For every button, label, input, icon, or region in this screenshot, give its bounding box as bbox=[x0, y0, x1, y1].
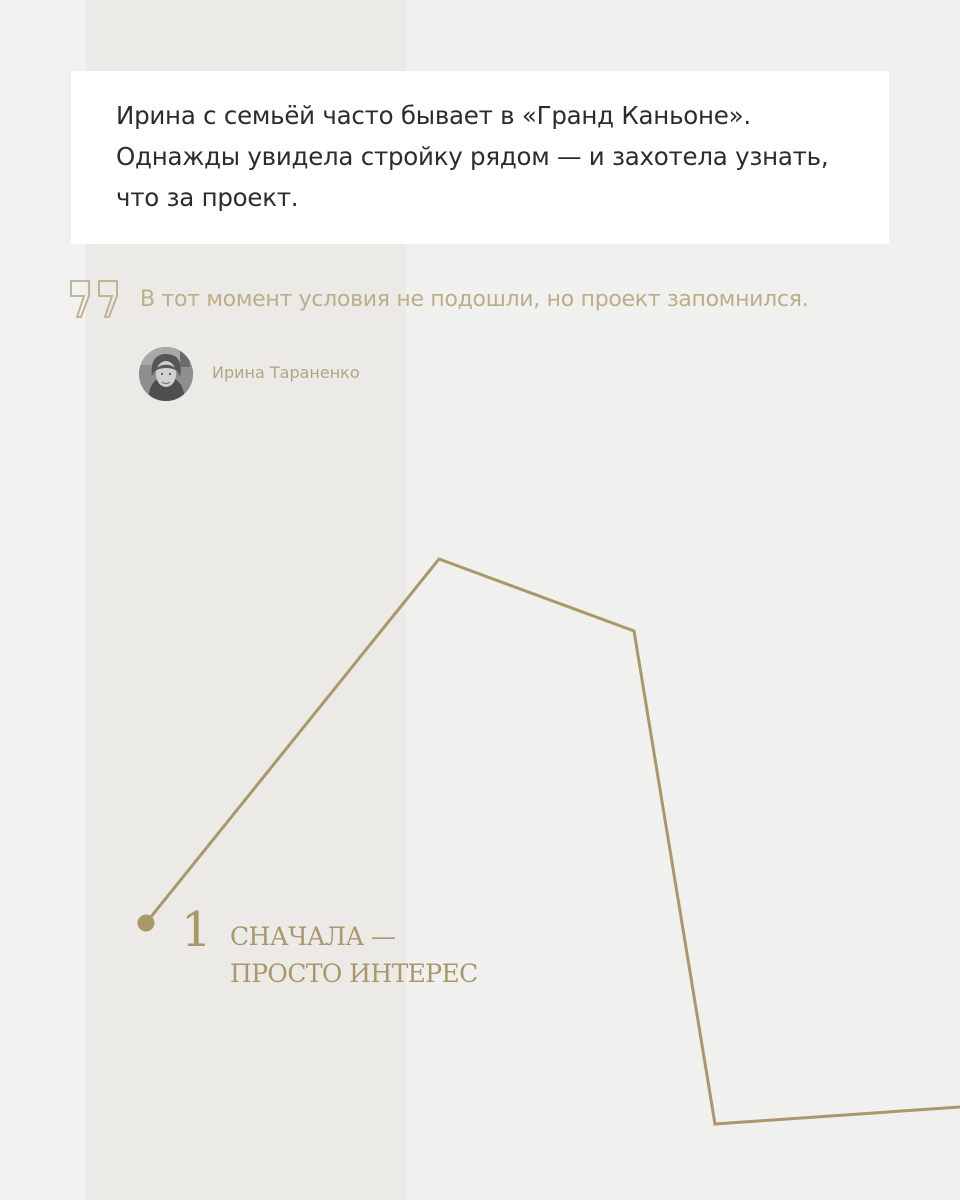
testimonial-quote: В тот момент условия не подошли, но проект запомнился. bbox=[140, 287, 809, 312]
step-number: 1 bbox=[181, 902, 212, 958]
step-title-line-2: ПРОСТО ИНТЕРЕС bbox=[230, 959, 478, 988]
story-line-3: что за проект. bbox=[116, 183, 299, 212]
step-title bbox=[230, 918, 478, 992]
author-name: Ирина Тараненко bbox=[212, 363, 360, 382]
journey-start-marker bbox=[138, 915, 155, 932]
story-line-2: Однажды увидела стройку рядом — и захотела узнать, bbox=[116, 142, 829, 171]
story-line-1: Ирина с семьёй часто бывает в «Гранд Каньоне». bbox=[116, 101, 751, 130]
step-title-line-1: СНАЧАЛА — bbox=[230, 922, 396, 951]
